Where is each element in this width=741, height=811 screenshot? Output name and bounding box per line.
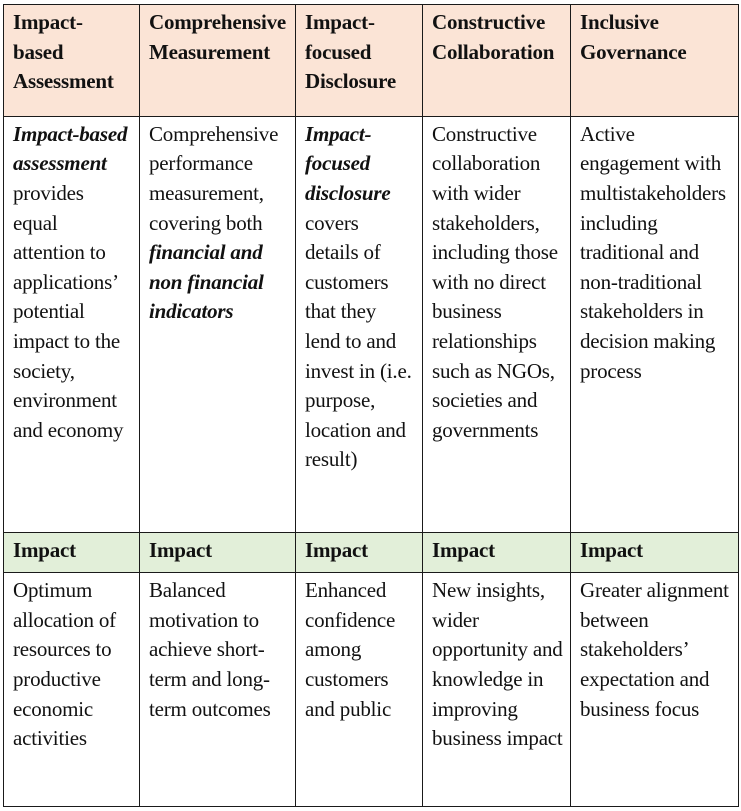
header-cell: Impact-focused Disclosure: [296, 5, 423, 117]
description-emphasis: Impact-focused disclosure: [305, 121, 391, 205]
header-cell: Constructive Collaboration: [423, 5, 571, 117]
header-cell: Impact-based Assessment: [4, 5, 140, 117]
description-cell: [4, 116, 140, 532]
description-emphasis: financial and non financial indicators: [149, 240, 264, 324]
impact-label-cell: Impact: [296, 533, 423, 573]
impact-label-cell: Impact: [140, 533, 296, 573]
header-row: [4, 5, 739, 117]
description-cell: [571, 116, 739, 532]
impact-label-row: [4, 533, 739, 573]
description-emphasis: Impact-based assessment: [13, 121, 128, 176]
description-text: Comprehensive performance measurement, covering both: [149, 121, 279, 235]
description-cell: [423, 116, 571, 532]
impact-result-cell: Greater alignment between stakeholders’ expectation and business focus: [571, 573, 739, 807]
impact-label-cell: Impact: [571, 533, 739, 573]
impact-result-cell: New insights, wider opportunity and knowledge in improving business impact: [423, 573, 571, 807]
description-row: [4, 116, 739, 532]
impact-label-cell: Impact: [4, 533, 140, 573]
impact-framework-table: [3, 4, 739, 807]
description-cell: [296, 116, 423, 532]
description-cell: [140, 116, 296, 532]
description-text: Active engagement with multistakeholders including traditional and non-traditional stakeholders in decision making process: [580, 121, 726, 383]
impact-result-row: [4, 573, 739, 807]
impact-label-cell: Impact: [423, 533, 571, 573]
header-cell: Comprehensive Measurement: [140, 5, 296, 117]
impact-result-cell: Balanced motivation to achieve short-term and long-term outcomes: [140, 573, 296, 807]
header-cell: Inclusive Governance: [571, 5, 739, 117]
description-text: covers details of customers that they lend to and invest in (i.e. purpose, location and result): [305, 210, 412, 472]
description-text: provides equal attention to applications’ potential impact to the society, environment and economy: [13, 180, 124, 442]
impact-result-cell: Optimum allocation of resources to productive economic activities: [4, 573, 140, 807]
description-text: Constructive collaboration with wider stakeholders, including those with no direct business relationships such as NGOs, societies and governments: [432, 121, 558, 442]
impact-result-cell: Enhanced confidence among customers and public: [296, 573, 423, 807]
